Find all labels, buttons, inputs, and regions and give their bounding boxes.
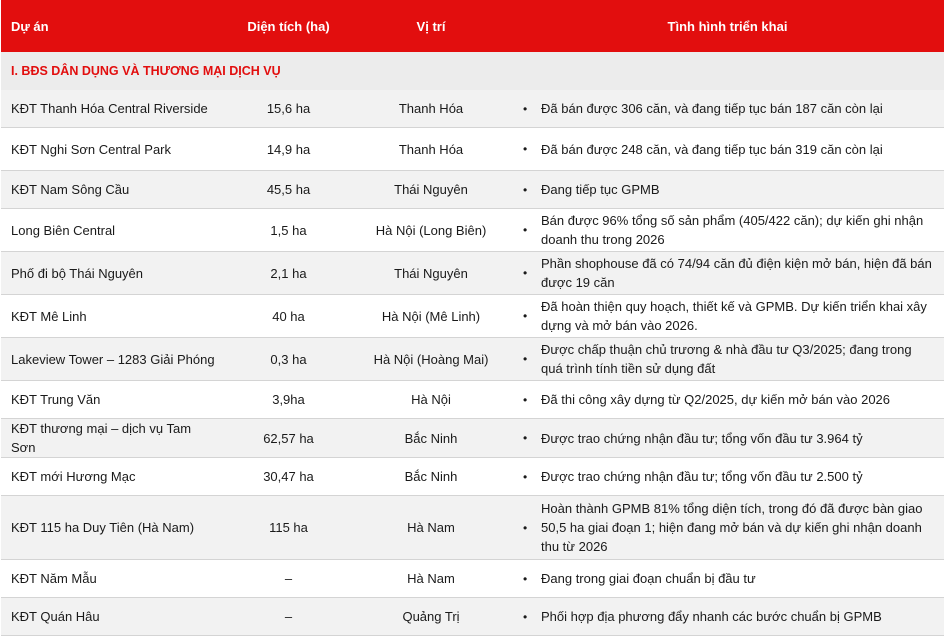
- project-status: Đã bán được 248 căn, và đang tiếp tục bán 319 căn còn lại: [541, 141, 883, 157]
- project-area: 2,1 ha: [226, 252, 351, 295]
- table-row: [1, 128, 944, 171]
- header-area: Diện tích (ha): [226, 0, 351, 52]
- project-status-cell: [511, 252, 944, 295]
- project-location: Bắc Ninh: [351, 419, 511, 458]
- project-location: Thanh Hóa: [351, 90, 511, 128]
- table-row: [1, 598, 944, 636]
- header-row: [1, 0, 944, 52]
- bullet-icon: •: [523, 101, 528, 116]
- project-area: 115 ha: [226, 496, 351, 560]
- project-name: KĐT 115 ha Duy Tiên (Hà Nam): [1, 496, 226, 560]
- project-status-cell: [511, 128, 944, 171]
- project-status: Đã bán được 306 căn, và đang tiếp tục bán 187 căn còn lại: [541, 101, 883, 116]
- project-name: KĐT thương mại – dịch vụ Tam Sơn: [1, 419, 226, 458]
- project-area: 62,57 ha: [226, 419, 351, 458]
- project-status-cell: [511, 560, 944, 598]
- project-name: Lakeview Tower – 1283 Giải Phóng: [1, 338, 226, 381]
- bullet-icon: •: [523, 352, 528, 366]
- project-area: –: [226, 598, 351, 636]
- header-status: Tình hình triển khai: [511, 0, 944, 52]
- header-project: Dự án: [1, 0, 226, 52]
- bullet-icon: •: [523, 520, 528, 535]
- bullet-icon: •: [523, 469, 528, 484]
- bullet-icon: •: [523, 309, 528, 323]
- project-status-cell: [511, 171, 944, 209]
- project-status: Hoàn thành GPMB 81% tổng diện tích, trong đó đã được bàn giao 50,5 ha giai đoạn 1; hiện đang mở bán và dự kiến ghi nhận doanh thu từ 2026: [541, 501, 923, 554]
- project-status-cell: [511, 496, 944, 560]
- table-row: [1, 458, 944, 496]
- project-area: 30,47 ha: [226, 458, 351, 496]
- project-location: Hà Nội (Mê Linh): [351, 295, 511, 338]
- project-name: KĐT Nam Sông Cầu: [1, 171, 226, 209]
- bullet-icon: •: [523, 223, 528, 237]
- project-status: Đã thi công xây dựng từ Q2/2025, dự kiến mở bán vào 2026: [541, 392, 891, 407]
- project-status: Phần shophouse đã có 74/94 căn đủ điện kiện mở bán, hiện đã bán được 19 căn: [541, 256, 932, 290]
- bullet-icon: •: [523, 431, 528, 445]
- table-row: [1, 209, 944, 252]
- section-title: I. BĐS DÂN DỤNG VÀ THƯƠNG MẠI DỊCH VỤ: [1, 52, 944, 90]
- table-row: [1, 560, 944, 598]
- bullet-icon: •: [523, 266, 528, 280]
- project-status-cell: [511, 419, 944, 458]
- project-name: KĐT Mê Linh: [1, 295, 226, 338]
- project-status: Được trao chứng nhận đầu tư; tổng vốn đầu tư 3.964 tỷ: [541, 430, 863, 446]
- project-name: KĐT Trung Văn: [1, 381, 226, 419]
- project-name: KĐT Năm Mẫu: [1, 560, 226, 598]
- project-status-cell: [511, 598, 944, 636]
- project-status: Được trao chứng nhận đầu tư; tổng vốn đầu tư 2.500 tỷ: [541, 469, 863, 484]
- bullet-icon: •: [523, 392, 528, 407]
- table-row: [1, 252, 944, 295]
- project-area: 40 ha: [226, 295, 351, 338]
- project-status-cell: [511, 90, 944, 128]
- project-location: Hà Nội: [351, 381, 511, 419]
- project-location: Quảng Trị: [351, 598, 511, 636]
- projects-table: [1, 0, 944, 636]
- project-area: 0,3 ha: [226, 338, 351, 381]
- bullet-icon: •: [523, 142, 528, 156]
- project-status: Đang tiếp tục GPMB: [541, 182, 660, 197]
- project-area: –: [226, 560, 351, 598]
- project-location: Bắc Ninh: [351, 458, 511, 496]
- project-name: KĐT Nghi Sơn Central Park: [1, 128, 226, 171]
- project-area: 3,9ha: [226, 381, 351, 419]
- project-location: Hà Nam: [351, 560, 511, 598]
- table-row: [1, 381, 944, 419]
- project-status-cell: [511, 381, 944, 419]
- project-location: Hà Nội (Hoàng Mai): [351, 338, 511, 381]
- project-location: Thái Nguyên: [351, 252, 511, 295]
- bullet-icon: •: [523, 182, 528, 197]
- table-row: [1, 90, 944, 128]
- project-status-cell: [511, 295, 944, 338]
- project-status-cell: [511, 209, 944, 252]
- project-name: KĐT mới Hương Mạc: [1, 458, 226, 496]
- table-row: [1, 338, 944, 381]
- project-name: Phố đi bộ Thái Nguyên: [1, 252, 226, 295]
- project-area: 15,6 ha: [226, 90, 351, 128]
- project-status: Bán được 96% tổng số sản phẩm (405/422 căn); dự kiến ghi nhận doanh thu trong 2026: [541, 213, 924, 247]
- project-status-cell: [511, 458, 944, 496]
- project-name: KĐT Thanh Hóa Central Riverside: [1, 90, 226, 128]
- project-name: KĐT Quán Hâu: [1, 598, 226, 636]
- project-status: Đang trong giai đoạn chuẩn bị đầu tư: [541, 571, 756, 586]
- project-location: Thái Nguyên: [351, 171, 511, 209]
- project-status: Đã hoàn thiện quy hoạch, thiết kế và GPMB. Dự kiến triển khai xây dựng và mở bán vào 2026.: [541, 299, 927, 333]
- project-location: Hà Nội (Long Biên): [351, 209, 511, 252]
- project-area: 1,5 ha: [226, 209, 351, 252]
- table-row: [1, 496, 944, 560]
- bullet-icon: •: [523, 571, 528, 586]
- table-row: [1, 419, 944, 458]
- project-status: Phối hợp địa phương đẩy nhanh các bước chuẩn bị GPMB: [541, 609, 882, 624]
- project-location: Hà Nam: [351, 496, 511, 560]
- table-row: [1, 171, 944, 209]
- header-location: Vị trí: [351, 0, 511, 52]
- project-area: 14,9 ha: [226, 128, 351, 171]
- project-area: 45,5 ha: [226, 171, 351, 209]
- project-location: Thanh Hóa: [351, 128, 511, 171]
- project-status: Được chấp thuận chủ trương & nhà đầu tư Q3/2025; đang trong quá trình tính tiền sử dụng đất: [541, 342, 912, 376]
- project-name: Long Biên Central: [1, 209, 226, 252]
- table-row: [1, 295, 944, 338]
- project-status-cell: [511, 338, 944, 381]
- section-row: [1, 52, 944, 90]
- bullet-icon: •: [523, 609, 528, 624]
